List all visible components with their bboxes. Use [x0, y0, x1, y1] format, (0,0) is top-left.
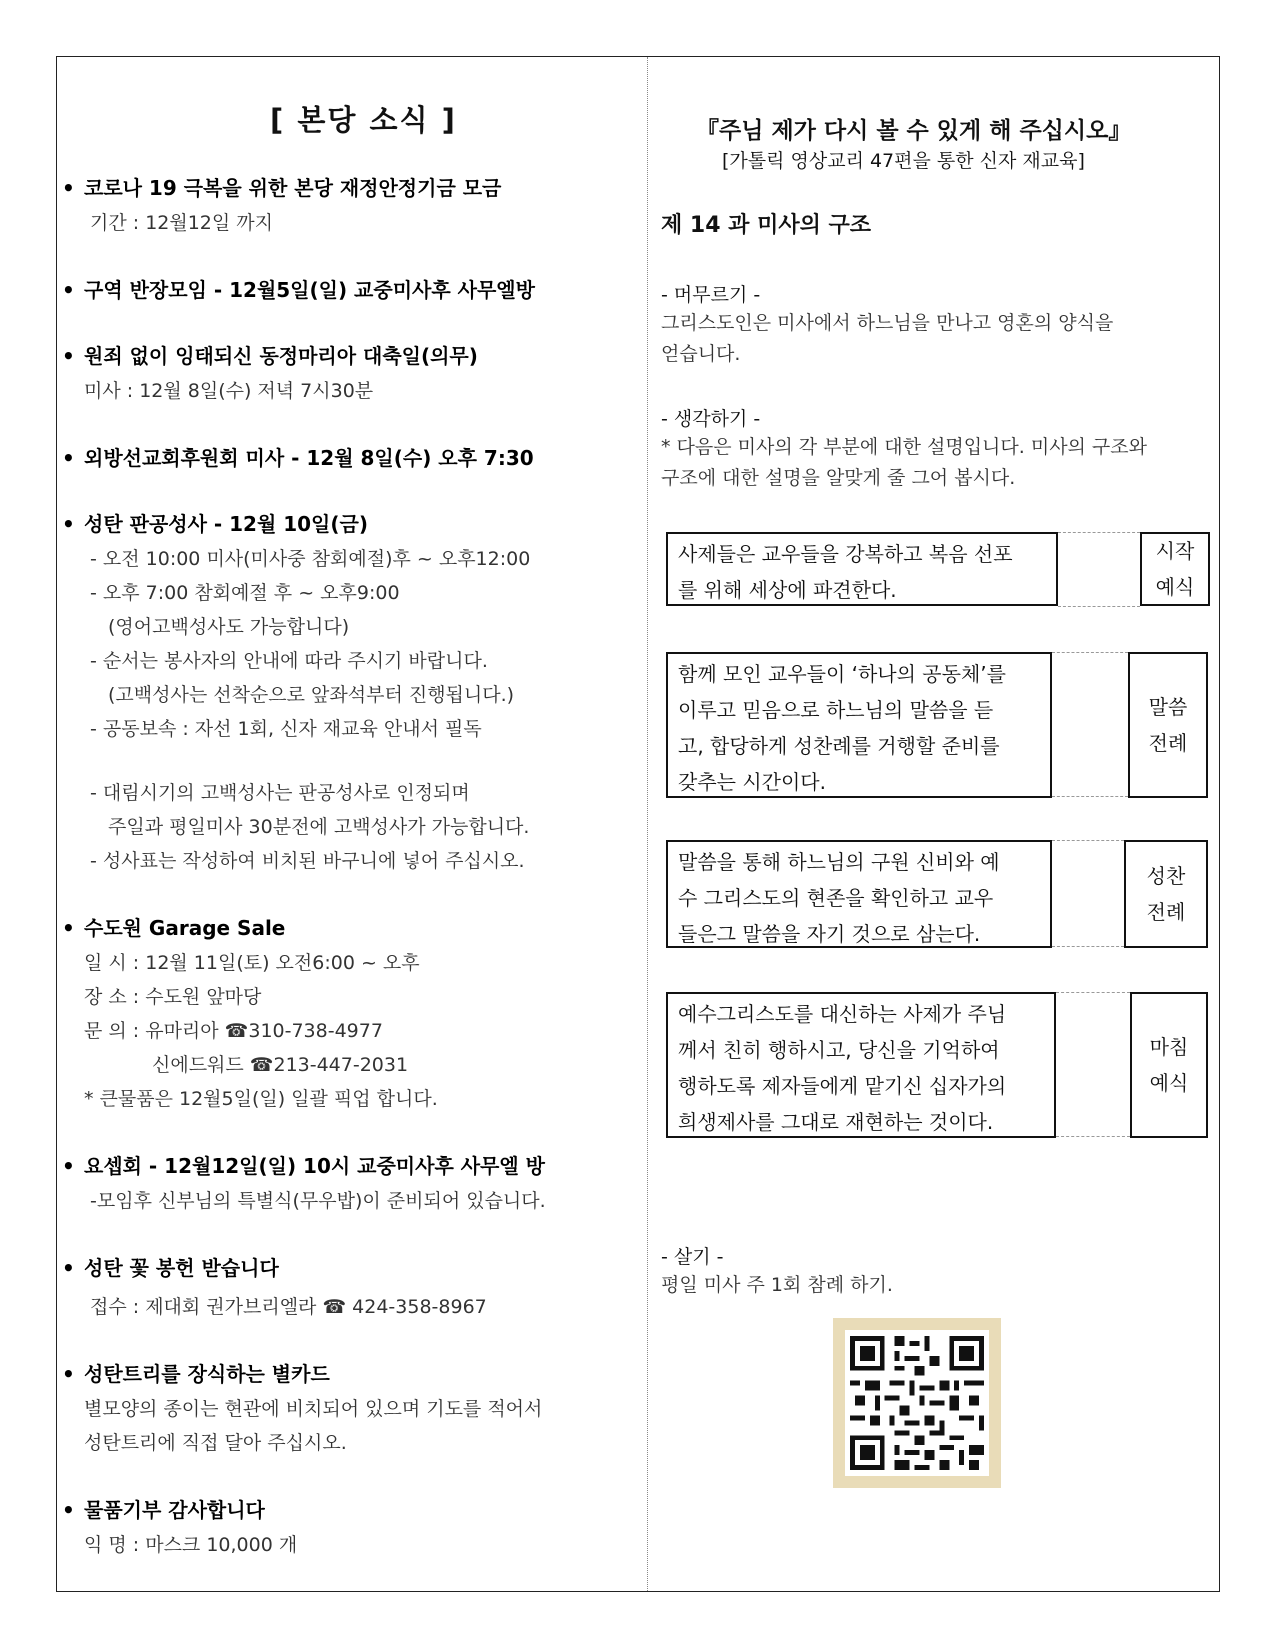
item-5-line-6: - 공동보속 : 자선 1회, 신자 재교육 안내서 필독: [90, 718, 482, 740]
left-heading: [ 본당 소식 ]: [270, 103, 457, 137]
item-5-line-9: - 성사표는 작성하여 비치된 바구니에 넣어 주십시오.: [90, 850, 525, 872]
item-8-line-1: 접수 : 제대회 권가브리엘라 ☎ 424-358-8967: [90, 1296, 487, 1318]
item-6-line-5: * 큰물품은 12월5일(일) 일괄 픽업 합니다.: [84, 1088, 438, 1110]
item-5-line-4: - 순서는 봉사자의 안내에 따라 주시기 바랍니다.: [90, 650, 488, 672]
right-subtitle: [가톨릭 영상교리 47편을 통한 신자 재교육]: [722, 150, 1085, 172]
right-title: 『주님 제가 다시 볼 수 있게 해 주십시오』: [696, 118, 1132, 144]
item-6-line-3: 문 의 : 유마리아 ☎310-738-4977: [84, 1020, 383, 1042]
item-5-line-5: (고백성사는 선착순으로 앞좌석부터 진행됩니다.): [108, 684, 515, 706]
description-box-1: [666, 532, 1058, 606]
bullet-icon: •: [62, 344, 75, 368]
structure-tag-opening[interactable]: [1140, 532, 1210, 606]
item-5-line-3: (영어고백성사도 가능합니다): [108, 616, 350, 638]
bullet-icon: •: [62, 1154, 75, 1178]
item-6-title: [62, 912, 285, 941]
item-4-title-text: 외방선교회후원회 미사 - 12월 8일(수) 오후 7:30: [84, 446, 534, 470]
item-5-title-text: 성탄 판공성사 - 12월 10일(금): [84, 512, 368, 536]
item-9-title-text: 성탄트리를 장식하는 별카드: [84, 1362, 330, 1386]
structure-tag-eucharist[interactable]: [1124, 840, 1208, 948]
qr-code-icon[interactable]: [833, 1318, 1001, 1488]
connector-line: [1058, 532, 1140, 533]
item-10-title-text: 물품기부 감사합니다: [84, 1498, 265, 1522]
item-8-title: [62, 1252, 279, 1281]
item-9-title: [62, 1358, 330, 1387]
item-5-line-7: - 대림시기의 고백성사는 판공성사로 인정되며: [90, 782, 470, 804]
item-2-title-text: 구역 반장모임 - 12월5일(일) 교중미사후 사무엘방: [84, 278, 535, 302]
box-4-line-3: 행하도록 제자들에게 맡기신 십자가의: [678, 1074, 1007, 1098]
connector-line: [1058, 606, 1140, 607]
bullet-icon: •: [62, 916, 75, 940]
item-7-line-1: -모임후 신부님의 특별식(무우밥)이 준비되어 있습니다.: [90, 1190, 546, 1212]
item-10-line-1: 익 명 : 마스크 10,000 개: [84, 1534, 298, 1556]
section-stay-title: - 머무르기 -: [661, 284, 761, 306]
lesson-title: 제 14 과 미사의 구조: [661, 213, 872, 238]
box-1-line-2: 를 위해 세상에 파견한다.: [678, 578, 897, 602]
item-5-line-8: 주일과 평일미사 30분전에 고백성사가 가능합니다.: [108, 816, 530, 838]
item-8-title-text: 성탄 꽃 봉헌 받습니다: [84, 1256, 279, 1280]
description-box-3: [666, 840, 1052, 948]
item-9-line-1: 별모양의 종이는 현관에 비치되어 있으며 기도를 적어서: [84, 1398, 543, 1420]
item-3-title-text: 원죄 없이 잉태되신 동정마리아 대축일(의무): [84, 344, 478, 368]
box-4-line-1: 예수그리스도를 대신하는 사제가 주님: [678, 1002, 1007, 1026]
box-2-line-3: 고, 합당하게 성찬례를 거행할 준비를: [678, 734, 1000, 758]
item-4-title: [62, 442, 534, 471]
description-box-2: [666, 652, 1052, 798]
box-1-line-1: 사제들은 교우들을 강복하고 복음 선포: [678, 542, 1013, 566]
item-7-title-text: 요셉회 - 12월12일(일) 10시 교중미사후 사무엘 방: [84, 1154, 545, 1178]
tag-2-line-2: 전례: [1148, 731, 1188, 755]
tag-2-line-1: 말씀: [1148, 695, 1188, 719]
item-6-title-text: 수도원 Garage Sale: [84, 916, 286, 940]
box-4-line-2: 께서 친히 행하시고, 당신을 기억하여: [678, 1038, 1000, 1062]
tag-4-line-1: 마침: [1149, 1035, 1189, 1059]
bullet-icon: •: [62, 278, 75, 302]
item-3-line-1: 미사 : 12월 8일(수) 저녁 7시30분: [84, 380, 374, 402]
connector-line: [1052, 652, 1128, 653]
box-3-line-3: 들은그 말씀을 자기 것으로 삼는다.: [678, 922, 981, 946]
connector-line: [1056, 992, 1130, 993]
item-5-line-1: - 오전 10:00 미사(미사중 참회예절)후 ~ 오후12:00: [90, 548, 531, 570]
box-2-line-2: 이루고 믿음으로 하느님의 말씀을 듣: [678, 698, 994, 722]
box-4-line-4: 희생제사를 그대로 재현하는 것이다.: [678, 1110, 994, 1134]
item-5-line-2: - 오후 7:00 참회예절 후 ~ 오후9:00: [90, 582, 400, 604]
section-think-line-1: * 다음은 미사의 각 부분에 대한 설명입니다. 미사의 구조와: [661, 436, 1147, 458]
bullet-icon: •: [62, 176, 75, 200]
item-6-line-4: 신에드워드 ☎213-447-2031: [152, 1054, 409, 1076]
section-stay-line-2: 얻습니다.: [661, 343, 741, 365]
item-2-title: [62, 274, 535, 303]
item-3-title: [62, 340, 478, 369]
box-2-line-4: 갖추는 시간이다.: [678, 770, 826, 794]
bullet-icon: •: [62, 1256, 75, 1280]
item-6-line-2: 장 소 : 수도원 앞마당: [84, 986, 262, 1008]
tag-3-line-1: 성찬: [1146, 864, 1186, 888]
bullet-icon: •: [62, 446, 75, 470]
section-stay-line-1: 그리스도인은 미사에서 하느님을 만나고 영혼의 양식을: [661, 312, 1114, 334]
bullet-icon: •: [62, 1498, 75, 1522]
item-1-title: [62, 172, 501, 201]
bullet-icon: •: [62, 512, 75, 536]
item-1-title-text: 코로나 19 극복을 위한 본당 재정안정기금 모금: [84, 176, 502, 200]
structure-tag-closing[interactable]: [1130, 992, 1208, 1138]
connector-line: [1056, 1136, 1130, 1137]
item-6-line-1: 일 시 : 12월 11일(토) 오전6:00 ~ 오후: [84, 952, 420, 974]
qr-code-graphic: [845, 1330, 989, 1476]
bullet-icon: •: [62, 1362, 75, 1386]
column-divider: [647, 57, 648, 1591]
item-10-title: [62, 1494, 265, 1523]
section-live-title: - 살기 -: [661, 1246, 724, 1268]
item-1-line-1: 기간 : 12월12일 까지: [90, 212, 273, 234]
section-think-line-2: 구조에 대한 설명을 알맞게 줄 그어 봅시다.: [661, 467, 1016, 489]
tag-1-line-2: 예식: [1155, 575, 1195, 599]
box-2-line-1: 함께 모인 교우들이 ‘하나의 공동체’를: [678, 662, 1006, 686]
connector-line: [1052, 946, 1124, 947]
box-3-line-1: 말씀을 통해 하느님의 구원 신비와 예: [678, 850, 1000, 874]
box-3-line-2: 수 그리스도의 현존을 확인하고 교우: [678, 886, 994, 910]
tag-4-line-2: 예식: [1149, 1071, 1189, 1095]
connector-line: [1052, 840, 1124, 841]
section-live-line-1: 평일 미사 주 1회 참례 하기.: [661, 1274, 893, 1296]
item-7-title: [62, 1150, 545, 1179]
section-think-title: - 생각하기 -: [661, 408, 761, 430]
description-box-4: [666, 992, 1056, 1138]
connector-line: [1052, 796, 1128, 797]
tag-1-line-1: 시작: [1155, 539, 1195, 563]
item-5-title: [62, 508, 368, 537]
structure-tag-word[interactable]: [1128, 652, 1208, 798]
item-9-line-2: 성탄트리에 직접 달아 주십시오.: [84, 1432, 347, 1454]
tag-3-line-2: 전례: [1146, 900, 1186, 924]
